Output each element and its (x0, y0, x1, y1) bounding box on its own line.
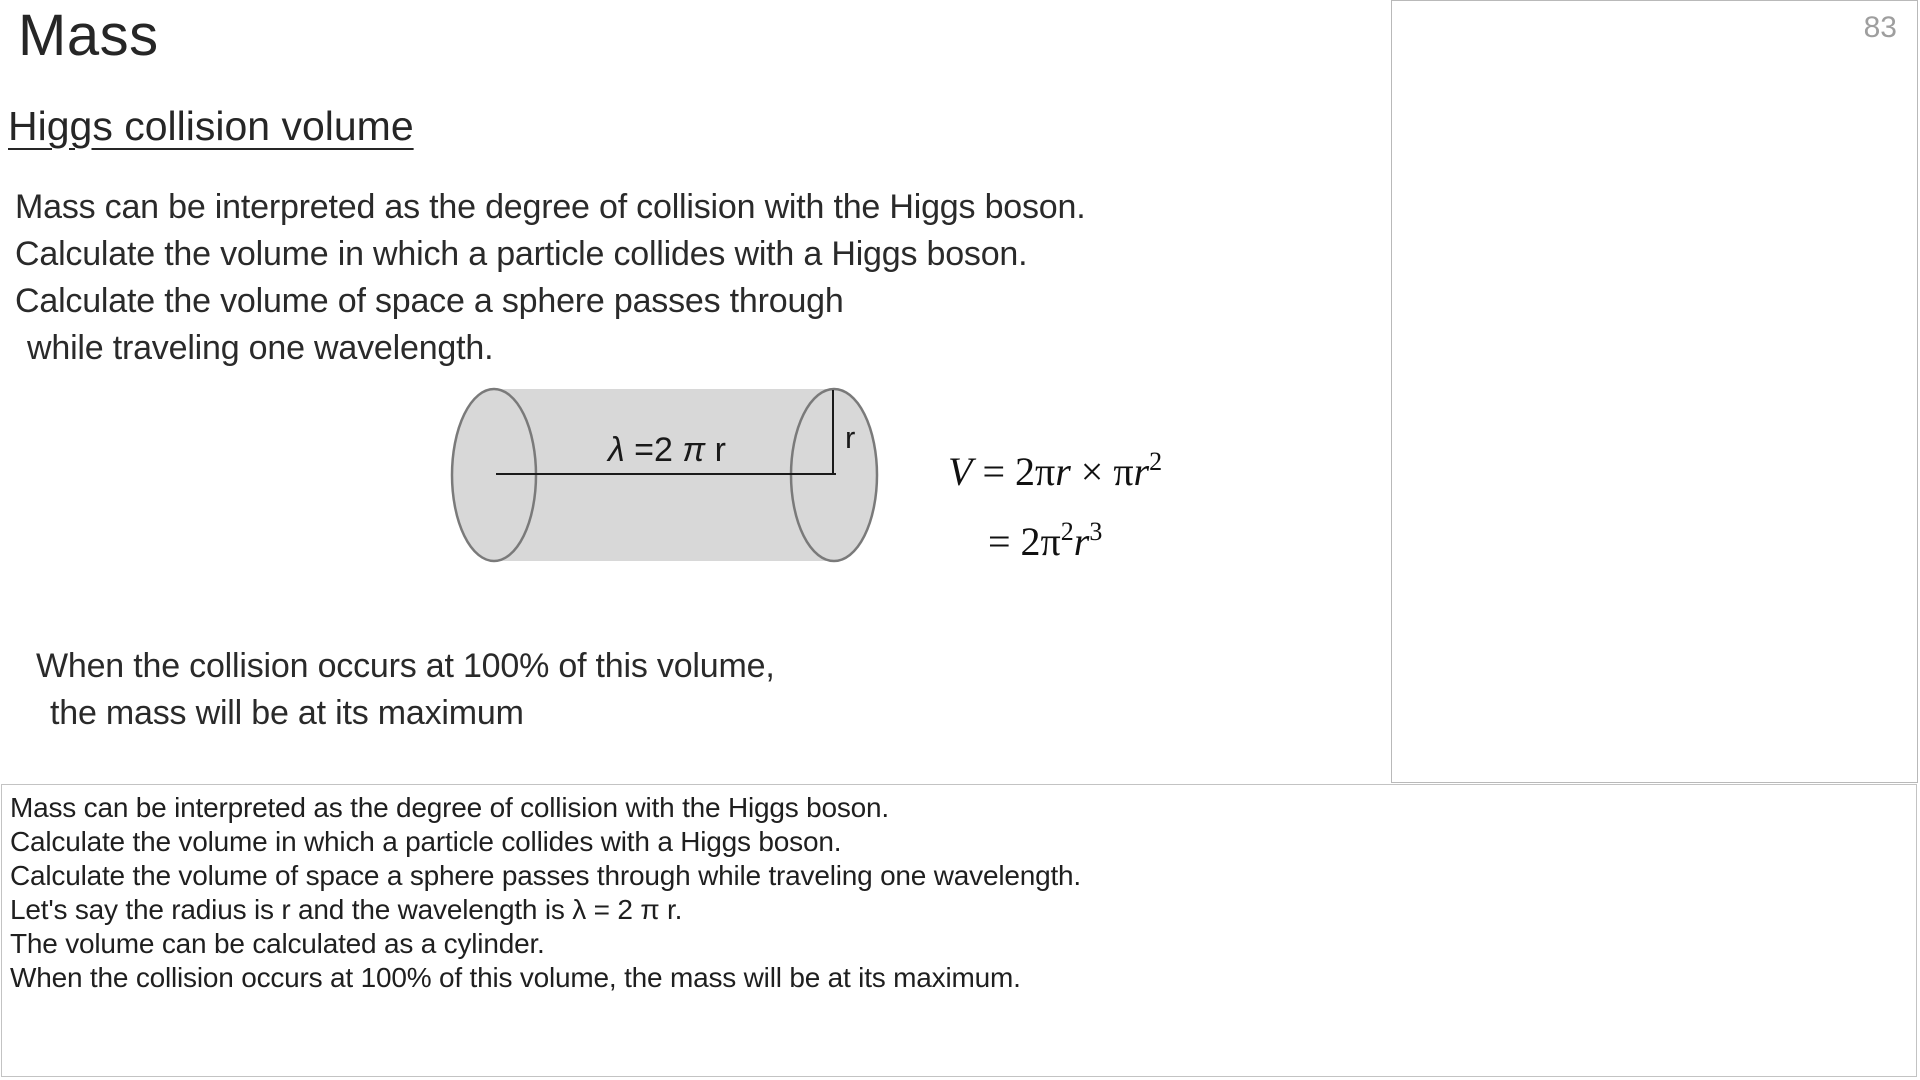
notes-line: When the collision occurs at 100% of this volume, the mass will be at its maximum. (10, 962, 1021, 993)
volume-formula-result: = $2\pi^2r^3$ (988, 517, 1103, 564)
volume-formula: $V = 2\pi r \times \pi r^2$ (948, 447, 1163, 494)
slide-body-text (15, 184, 1085, 372)
side-panel[interactable] (1391, 0, 1918, 783)
notes-line: Let's say the radius is r and the wavelength is λ = 2 π r. (10, 894, 683, 925)
notes-line: Mass can be interpreted as the degree of collision with the Higgs boson. (10, 792, 890, 823)
conclusion-line: the mass will be at its maximum (50, 694, 524, 732)
body-line: while traveling one wavelength. (27, 329, 494, 367)
cylinder-diagram (440, 380, 900, 580)
conclusion-line: When the collision occurs at 100% of this volume, (36, 647, 775, 685)
page-number: 83 (1863, 11, 1897, 44)
notes-line: Calculate the volume in which a particle collides with a Higgs boson. (10, 826, 842, 857)
notes-pane[interactable] (1, 784, 1917, 1077)
notes-text (10, 791, 1081, 995)
body-line: Calculate the volume of space a sphere passes through (15, 282, 844, 320)
wavelength-label: λ =2 π r (608, 431, 726, 469)
slide-conclusion-text (36, 643, 775, 737)
body-line: Mass can be interpreted as the degree of collision with the Higgs boson. (15, 188, 1086, 226)
radius-label: r (845, 420, 856, 455)
body-line: Calculate the volume in which a particle collides with a Higgs boson. (15, 235, 1028, 273)
slide-heading: Higgs collision volume (8, 103, 414, 149)
notes-line: The volume can be calculated as a cylinder. (10, 928, 545, 959)
notes-line: Calculate the volume of space a sphere passes through while traveling one wavelength. (10, 860, 1081, 891)
slide-title: Mass (18, 3, 159, 68)
